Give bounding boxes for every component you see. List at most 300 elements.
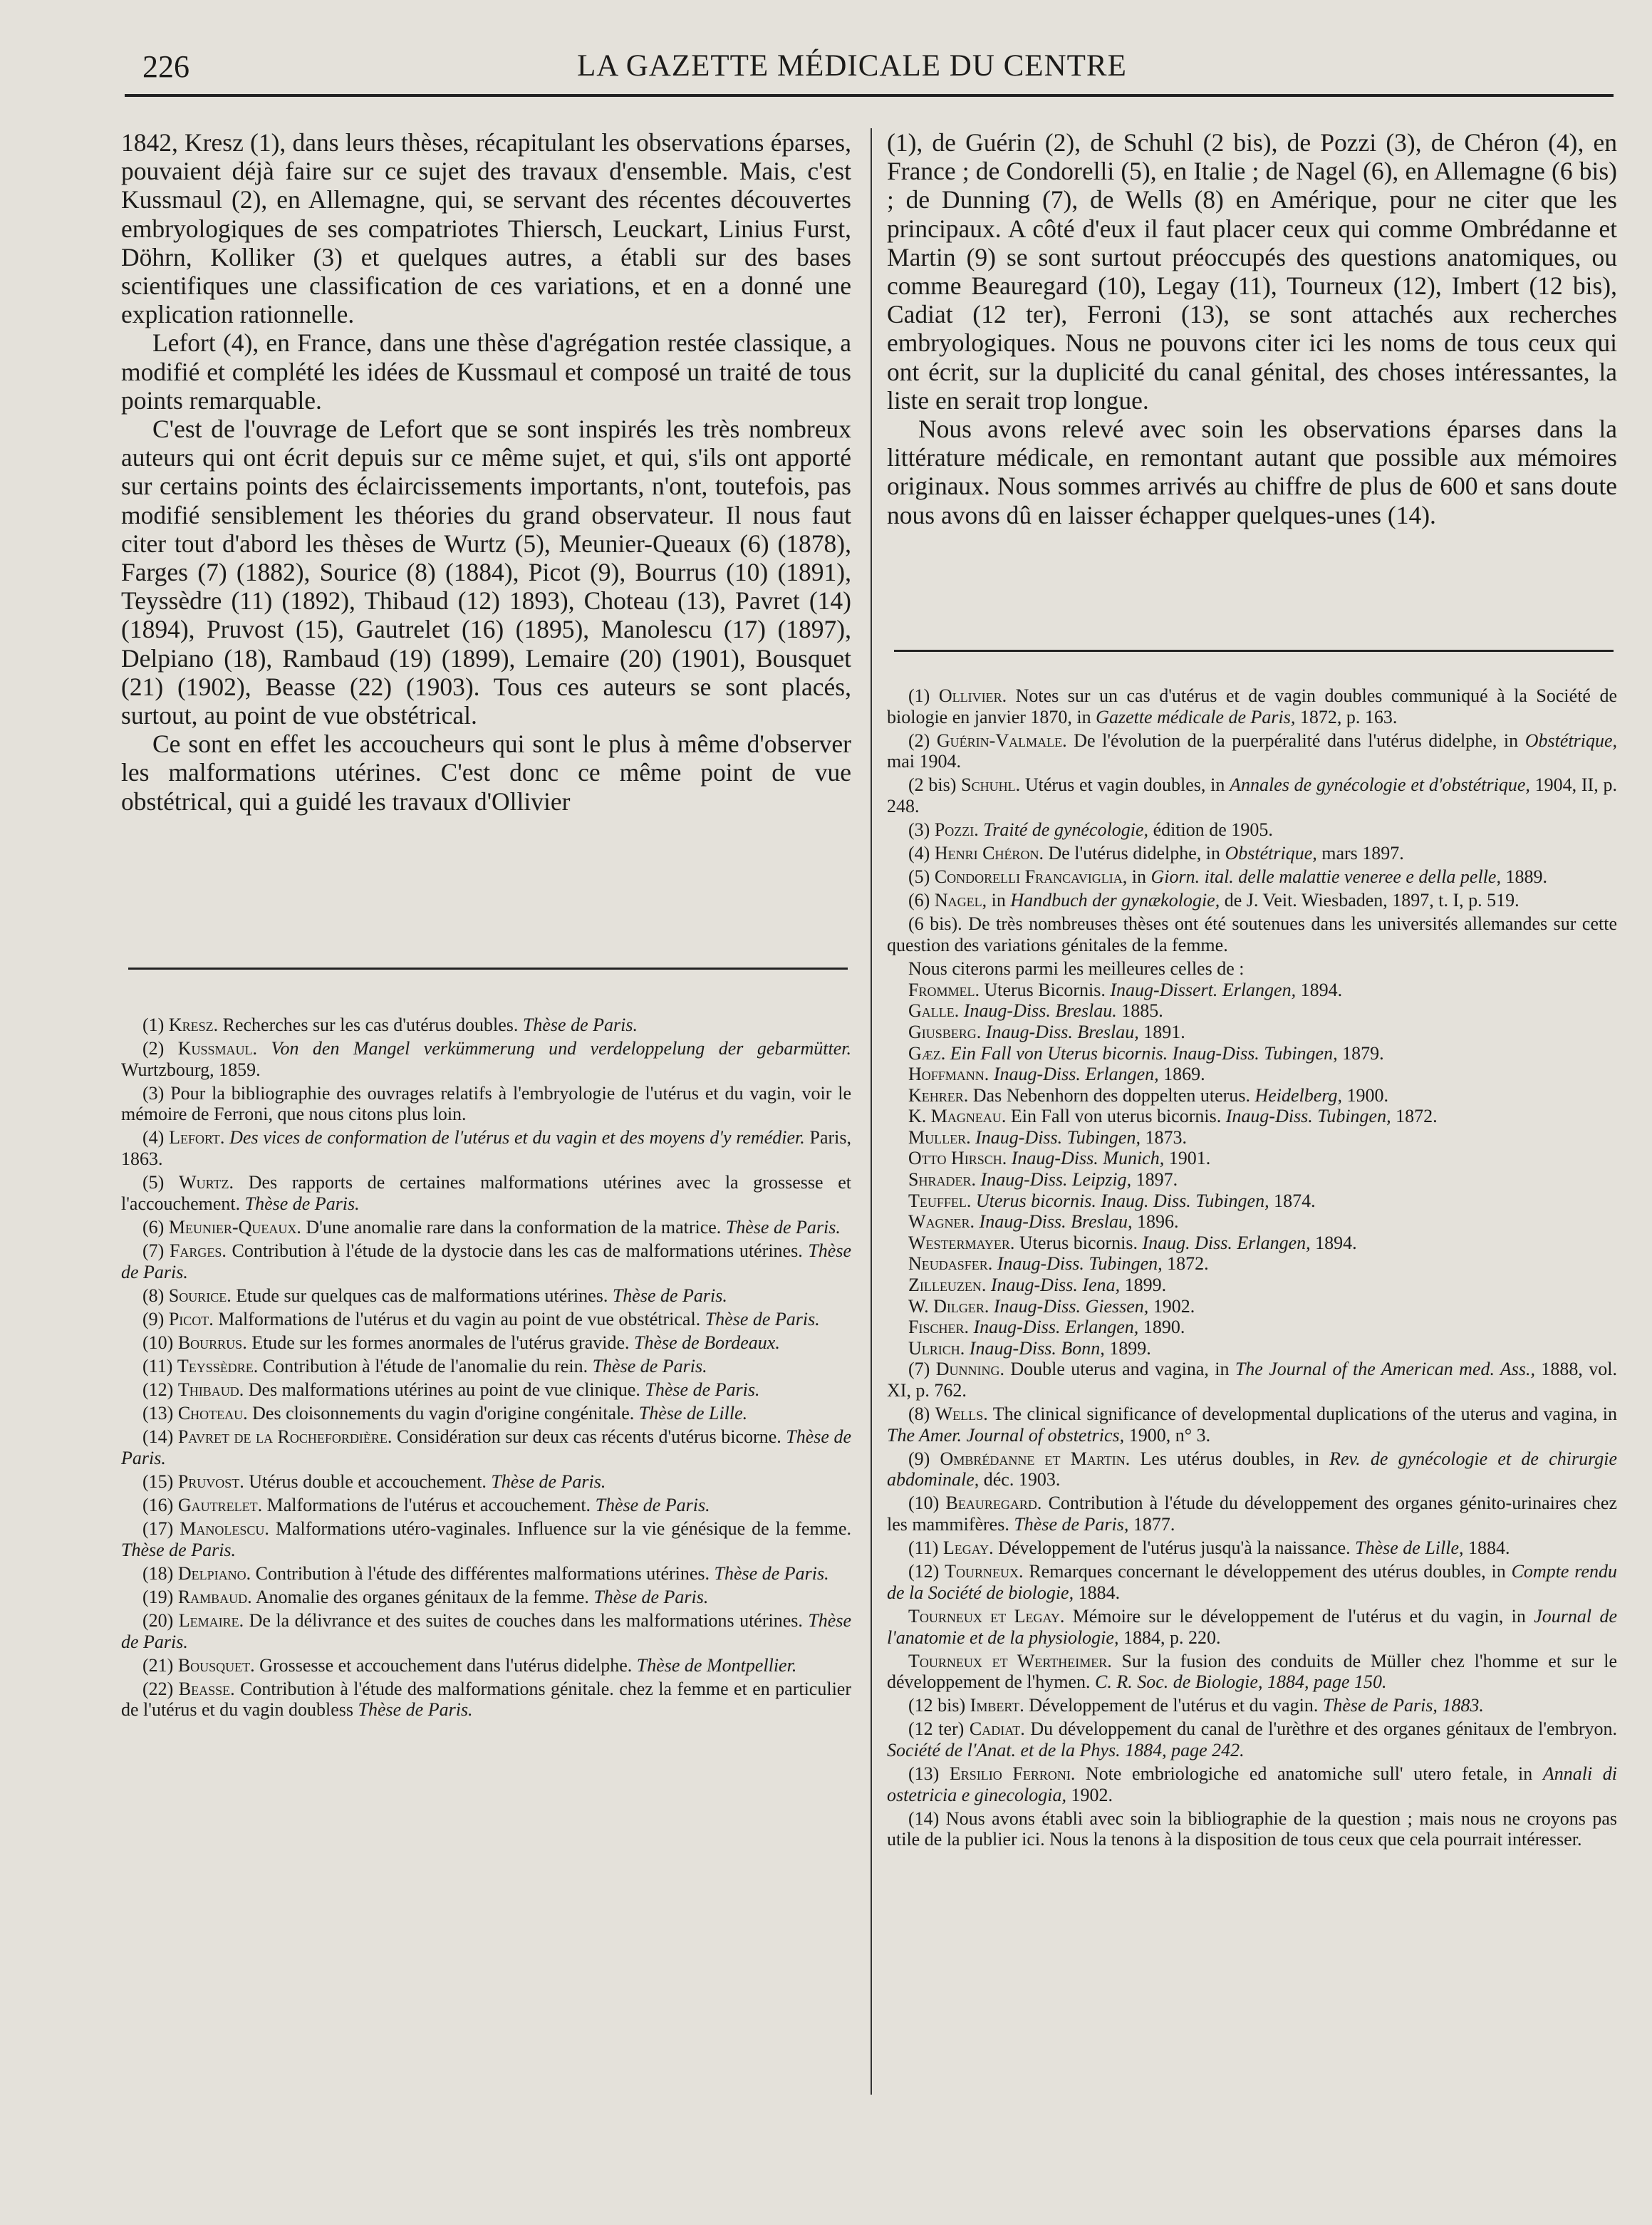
footnote (887, 890, 1617, 911)
footnote-author: Schuhl. (961, 774, 1021, 796)
footnote-title: Thèse de Paris. (593, 1586, 709, 1607)
footnote-author: W. Dilger. (908, 1295, 989, 1317)
footnote-text: 1885. (1116, 1000, 1163, 1022)
footnote-number: (20) (142, 1609, 179, 1631)
footnote-title: Thèse de Paris. (358, 1699, 473, 1721)
footnote-text: Utérus double et accouchement. (244, 1471, 492, 1492)
footnote-number: (14) (908, 1808, 946, 1829)
footnote-author: Ersilio Ferroni. (949, 1763, 1076, 1785)
footnote (887, 913, 1617, 955)
footnote-number: (16) (142, 1494, 178, 1515)
footnote-text: Malformations de l'utérus et du vagin au point de vue obstétrical. (213, 1308, 705, 1329)
footnote-title: Gazette médicale de Paris, (1096, 706, 1296, 727)
footnote-number: (3) (142, 1082, 171, 1104)
footnote-author: Legay. (942, 1537, 994, 1559)
footnote (887, 1763, 1617, 1805)
footnote (887, 1338, 1617, 1359)
footnote-text: 1884, p. 220. (1118, 1627, 1221, 1648)
footnote-text: Pour la bibliographie des ouvrages relatifs à l'embryologie de l'utérus et du vagin, voir le mémoire de Ferroni, que nous citons plus loin. (121, 1082, 851, 1125)
footnote-text: 1899. (1104, 1337, 1151, 1359)
footnote-text: 1896. (1132, 1211, 1179, 1233)
footnote-title: Annales de gynécologie et d'obstétrique, (1230, 774, 1530, 796)
footnote (887, 1148, 1617, 1169)
footnote-title: Thèse de Lille, (1355, 1537, 1464, 1559)
footnote-text: Considération sur deux cas récents d'utérus bicorne. (392, 1426, 786, 1448)
paragraph: Lefort (4), en France, dans une thèse d'agrégation restée classique, a modifié et complété les idées de Kussmaul et composé un traité de tous points remarquable. (121, 328, 851, 415)
footnote-author: K. Magneau. (908, 1106, 1007, 1127)
footnote-number: (7) (142, 1240, 170, 1261)
footnote (887, 1651, 1617, 1693)
footnote-number: (2 bis) (908, 774, 962, 796)
footnote (887, 1718, 1617, 1760)
footnote-title: Thèse de Paris. (592, 1355, 707, 1376)
footnote-author: Kresz. (168, 1015, 219, 1035)
footnote-text: 1900. (1341, 1084, 1388, 1106)
footnote (887, 1448, 1617, 1490)
footnote (887, 1169, 1617, 1191)
footnote-number: (12) (908, 1561, 945, 1582)
footnote-author: Lefort. (169, 1127, 225, 1148)
footnote-text: de J. Veit. Wiesbaden, 1897, t. I, p. 519. (1220, 890, 1519, 911)
footnote-number: (7) (908, 1359, 936, 1380)
theses-intro: Nous citerons parmi les meilleures celles de : (908, 958, 1245, 980)
footnote (121, 1240, 851, 1282)
footnote-number: (12) (142, 1379, 178, 1400)
footnote-number: (22) (142, 1678, 179, 1699)
footnote-text: 1888, vol. XI, p. 762. (887, 1359, 1617, 1401)
footnote-author: Cadiat. (969, 1718, 1025, 1740)
footnote-author: Teyssèdre. (177, 1355, 259, 1376)
footnote-author: Kussmaul. (177, 1038, 258, 1059)
footnote-text: 1894. (1296, 979, 1343, 1000)
footnote-text: 1899. (1120, 1275, 1167, 1296)
footnote-title: Inaug. Diss. Erlangen, (1142, 1232, 1311, 1253)
footnote-number: (18) (142, 1562, 178, 1584)
footnote-title: Thèse de Lille. (638, 1403, 748, 1424)
footnote-author: Otto Hirsch. (908, 1148, 1007, 1169)
footnote-number: (9) (142, 1308, 169, 1329)
footnote-title: Thèse de Paris. (725, 1216, 841, 1238)
footnote-rule (894, 650, 1614, 652)
footnote-number: (4) (142, 1127, 170, 1148)
footnote-text: Nous avons établi avec soin la bibliographie de la question ; mais nous ne croyons pas utile de la publier ici. Nous la tenons à la disposition de tous ceux que cela pourrait intéresser. (887, 1808, 1617, 1850)
footnote-number: (6 bis). (908, 913, 969, 935)
footnote-title: Inaug-Diss. Tubingen, (1225, 1106, 1391, 1127)
footnote-title: Thèse de Bordeaux. (634, 1332, 780, 1353)
footnote-title: Thèse de Paris. (121, 1240, 852, 1282)
footnote-title: Uterus bicornis. Inaug. Diss. Tubingen, (975, 1190, 1269, 1211)
footnote-text: 1904, II, p. 248. (887, 774, 1617, 816)
footnote-text: in (1127, 866, 1151, 888)
footnote-author: Gæz. (908, 1042, 946, 1064)
footnote (887, 1275, 1617, 1296)
footnote-text: Développement de l'utérus jusqu'à la naissance. (993, 1537, 1356, 1559)
footnote-text: Sur la fusion des conduits de Müller chez l'homme et sur le développement de l'hymen. (887, 1650, 1617, 1693)
footnote-text: 1890. (1138, 1317, 1185, 1338)
footnote-title: Handbuch der gynækologie, (1010, 890, 1220, 911)
footnote-text: Grossesse et accouchement dans l'utérus didelphe. (254, 1654, 637, 1676)
footnote-text: Contribution à l'étude du développement des organes génito-urinaires chez les mammifères. (887, 1493, 1617, 1535)
footnote-text: 1869. (1158, 1064, 1205, 1085)
footnote-author: Tourneux et Legay. (908, 1605, 1065, 1627)
footnote-text: 1902. (1066, 1784, 1113, 1805)
footnote-author: Tourneux et Wertheimer. (908, 1650, 1112, 1671)
footnote-author: Delpiano. (177, 1562, 251, 1584)
footnote-title: Annali di ostetricia e ginecologia, (887, 1763, 1617, 1805)
footnote (121, 1285, 851, 1307)
footnote-text: 1884. (1074, 1582, 1121, 1603)
footnote-title: Rev. de gynécologie et de chirurgie abdominale, (887, 1448, 1617, 1490)
footnote (887, 1022, 1617, 1043)
footnote-text: Des rapports de certaines malformations utérines avec la grossesse et l'accouchement. (121, 1172, 851, 1214)
footnote-title: Obstétrique, (1524, 730, 1617, 751)
footnote (887, 1064, 1617, 1085)
footnote-title: Thèse de Paris. (595, 1494, 710, 1515)
paragraph: Nous avons relevé avec soin les observations éparses dans la littérature médicale, en remontant autant que possible aux mémoires originaux. Nous sommes arrivés au chiffre de plus de 600 et sans doute nous avons dû en laisser échapper quelques-unes (14). (887, 415, 1617, 529)
footnote-author: Muller. (908, 1126, 971, 1148)
footnote-text: Du développement du canal de l'urèthre et des organes génitaux de l'embryon. (1024, 1718, 1617, 1740)
footnote-number: (2) (142, 1038, 178, 1059)
footnote-title: Inaug-Diss. Erlangen, (993, 1064, 1159, 1085)
footnote-title: Inaug-Diss. Bonn, (969, 1337, 1105, 1359)
right-body (887, 128, 1617, 529)
footnote-number: (13) (908, 1763, 950, 1785)
footnote-number: (9) (908, 1448, 940, 1469)
footnote-author: Fischer. (908, 1317, 969, 1338)
footnote (887, 980, 1617, 1001)
footnote-author: Frommel. (908, 979, 980, 1000)
footnote-text: mars 1897. (1316, 843, 1404, 864)
footnote-text: 1872. (1391, 1106, 1438, 1127)
footnote (121, 1426, 851, 1468)
footnote (887, 1211, 1617, 1233)
footnote-text: Ein Fall von uterus bicornis. (1006, 1106, 1226, 1127)
footnote-author: Hoffmann. (908, 1064, 989, 1085)
footnote-text: The clinical significance of developmental duplications of the uterus and vagina, in (987, 1404, 1617, 1425)
footnote (121, 1655, 851, 1676)
footnote (887, 774, 1617, 816)
footnote-title: Giorn. ital. delle malattie veneree e della pelle, (1150, 866, 1501, 888)
footnote-author: Teuffel. (908, 1190, 972, 1211)
footnote-author: Lemaire. (178, 1609, 244, 1631)
footnote-text: De l'utérus didelphe, in (1043, 843, 1225, 864)
footnote-title: Thèse de Paris. (491, 1471, 606, 1492)
footnote (887, 1493, 1617, 1535)
footnote (887, 1808, 1617, 1850)
footnote-text: 1901. (1164, 1148, 1211, 1169)
footnote-title: Heidelberg, (1254, 1084, 1342, 1106)
footnote-text: 1872, p. 163. (1295, 706, 1398, 727)
footnote (121, 1217, 851, 1238)
footnote-author: Ulrich. (908, 1337, 965, 1359)
footnote (887, 1233, 1617, 1254)
footnote-author: Guérin-Valmale. (936, 730, 1067, 751)
footnote (887, 1404, 1617, 1446)
footnote-text: 1879. (1337, 1042, 1384, 1064)
footnote-author: Sourice. (168, 1285, 232, 1306)
footnote-text: Recherches sur les cas d'utérus doubles. (218, 1015, 523, 1035)
journal-title: LA GAZETTE MÉDICALE DU CENTRE (577, 49, 1127, 83)
footnote-text: Das Nebenhorn des doppelten uterus. (968, 1084, 1255, 1106)
paragraph: (1), de Guérin (2), de Schuhl (2 bis), de Pozzi (3), de Chéron (4), en France ; de Condorelli (5), en Italie ; de Nagel (6), en Allemagne (6 bis) ; de Dunning (7), de Wells (8) en Amérique, pour ne citer que les principaux. A côté d'eux il faut placer ceux qui comme Ombrédanne et Martin (9) se sont surtout préoccupés des questions anatomiques, ou comme Beauregard (10), Legay (11), Tourneux (12), Imbert (12 bis), Cadiat (12 ter), Ferroni (13), se sont attachés aux recherches embryologiques. Nous ne pouvons citer ici les noms de tous ceux qui ont écrit, sur la duplicité du canal génital, des choses intéressantes, la liste en serait trop longue. (887, 128, 1617, 415)
footnote-number: (8) (142, 1285, 169, 1306)
footnote-title: Thèse de Paris, 1883. (1322, 1695, 1484, 1716)
footnote-author: Manolescu. (180, 1518, 269, 1540)
footnote-title: Ein Fall von Uterus bicornis. Inaug-Diss. Tubingen, (950, 1042, 1338, 1064)
footnote (121, 1038, 851, 1080)
footnote-number: (5) (908, 866, 935, 888)
footnote-text: Remarques concernant le développement des utérus doubles, in (1023, 1561, 1512, 1582)
footnote-number: (17) (142, 1518, 180, 1540)
footnote-author: Nagel, (934, 890, 987, 911)
footnote-title: Thèse de Paris. (714, 1562, 829, 1584)
footnote-text: Contribution à l'étude des différentes malformations utérines. (251, 1562, 715, 1584)
footnote-title: The Journal of the American med. Ass., (1235, 1359, 1535, 1380)
footnote-title: Inaug-Diss. Erlangen, (973, 1317, 1139, 1338)
footnote-title: Inaug-Diss. Munich, (1011, 1148, 1165, 1169)
footnote-text: Malformations de l'utérus et accouchement. (262, 1494, 596, 1515)
footnote-author: Galle. (908, 1000, 960, 1022)
footnote-author: Imbert. (970, 1695, 1024, 1716)
footnote-text: 1891. (1138, 1021, 1185, 1042)
footnote-rule (128, 968, 848, 970)
footnote-title: Thèse de Paris. (612, 1285, 727, 1306)
footnote (887, 730, 1617, 772)
footnote-author: Farges. (169, 1240, 227, 1261)
footnote-text: Des malformations utérines au point de vue clinique. (244, 1379, 645, 1400)
footnote (887, 1296, 1617, 1317)
header-rule (125, 94, 1614, 97)
footnote (887, 1253, 1617, 1275)
footnote-author: Dunning. (935, 1359, 1004, 1380)
footnote (887, 819, 1617, 841)
footnote-title: Obstétrique, (1225, 843, 1317, 864)
footnote (121, 1127, 851, 1169)
footnote-number: (21) (142, 1654, 178, 1676)
footnote (887, 1000, 1617, 1022)
footnote-text: in (987, 890, 1011, 911)
footnote-text: 1897. (1131, 1169, 1178, 1191)
footnote-author: Pozzi. (934, 819, 979, 841)
footnote (121, 1495, 851, 1516)
footnote-number: (2) (908, 730, 937, 751)
footnote-title: Thèse de Montpellier. (636, 1654, 797, 1676)
footnote-author: Choteau. (177, 1403, 248, 1424)
footnote-author: Beauregard. (945, 1493, 1042, 1514)
footnote-text: De la délivrance et des suites de couches dans les malformations utérines. (244, 1609, 809, 1631)
footnote-text: 1902. (1148, 1295, 1195, 1317)
footnote-title: Inaug-Diss. Breslau. (963, 1000, 1117, 1022)
footnote (121, 1172, 851, 1214)
left-footnotes (121, 1015, 851, 1723)
footnote-title: Inaug-Diss. Iena, (990, 1275, 1121, 1296)
footnote-title: Inaug-Dissert. Erlangen, (1110, 979, 1297, 1000)
footnote (887, 1695, 1617, 1716)
footnote-text: Malformations utéro-vaginales. Influence sur la vie génésique de la femme. (269, 1518, 851, 1540)
footnote (887, 866, 1617, 888)
footnote-number: (5) (142, 1172, 180, 1193)
footnote-number: (6) (908, 890, 935, 911)
footnote-text: De très nombreuses thèses ont été soutenues dans les universités allemandes sur cette question des variations génitales de la femme. (887, 913, 1617, 956)
footnote-text: Note embriologiche ed anatomiche sull' utero fetale, in (1075, 1763, 1543, 1785)
footnote (887, 1561, 1617, 1603)
footnote-text: Contribution à l'étude de l'anomalie du rein. (258, 1355, 593, 1376)
footnote-author: Beasse. (178, 1678, 235, 1699)
paragraph: 1842, Kresz (1), dans leurs thèses, récapitulant les observations éparses, pouvaient déjà faire sur ce sujet des travaux d'ensemble. Mais, c'est Kussmaul (2), en Allemagne, qui, se servant des récentes découvertes embryologiques de ses compatriotes Thiersch, Leuckart, Linius Furst, Döhrn, Kolliker (3) et quelques autres, a établi sur des bases scientifiques une classification de ces variations, et en a donné une explication rationnelle. (121, 128, 851, 329)
footnote-author: Gautrelet. (177, 1494, 263, 1515)
footnote (887, 685, 1617, 727)
page-number: 226 (142, 49, 189, 84)
footnote-title: Von den Mangel verkümmerung und verdeloppelung der gebarmütter. (257, 1038, 851, 1059)
footnote-text: De l'évolution de la puerpéralité dans l'utérus didelphe, in (1066, 730, 1525, 751)
footnote-text: Wurtzbourg, 1859. (121, 1059, 261, 1080)
footnote-number: (4) (908, 843, 935, 864)
footnote-title: Inaug-Diss. Giessen, (993, 1295, 1149, 1317)
footnote (887, 1085, 1617, 1106)
footnote-author: Meunier-Queaux. (168, 1216, 301, 1238)
footnote-text: Contribution à l'étude de la dystocie dans les cas de malformations utérines. (226, 1240, 809, 1261)
footnote-author: Neudasfer. (908, 1253, 993, 1275)
footnote-text: Mémoire sur le développement de l'utérus et du vagin, in (1064, 1605, 1534, 1627)
footnote-title: Thèse de Paris. (121, 1426, 851, 1468)
footnote (121, 1610, 851, 1652)
footnote-number: (13) (142, 1403, 178, 1424)
footnote-text: Anomalie des organes génitaux de la femme. (251, 1586, 594, 1607)
footnote-title: Inaug-Diss. Leipzig, (980, 1169, 1132, 1191)
footnote (121, 1379, 851, 1401)
footnote-title: Thèse de Paris. (522, 1015, 638, 1035)
footnote-number: (19) (142, 1586, 178, 1607)
footnote-text: D'une anomalie rare dans la conformation de la matrice. (301, 1216, 726, 1238)
footnote-title: Inaug-Diss. Breslau, (985, 1021, 1139, 1042)
footnote-text: Etude sur les formes anormales de l'utérus gravide. (246, 1332, 634, 1353)
footnote (121, 1563, 851, 1585)
footnote-title: Inaug-Diss. Breslau, (979, 1211, 1133, 1233)
footnote-author: Henri Chéron. (934, 843, 1044, 864)
footnote-text: 1900, n° 3. (1124, 1424, 1211, 1446)
footnote (887, 1606, 1617, 1648)
footnote-text: Développement de l'utérus et du vagin. (1024, 1695, 1323, 1716)
footnote-text: Des cloisonnements du vagin d'origine congénitale. (247, 1403, 639, 1424)
footnote (121, 1679, 851, 1721)
footnote-title: Journal de l'anatomie et de la physiologie, (887, 1605, 1618, 1648)
footnote (121, 1518, 851, 1560)
footnote (121, 1587, 851, 1608)
footnote (887, 843, 1617, 864)
footnote-title: Société de l'Anat. et de la Phys. 1884, page 242. (887, 1740, 1245, 1760)
footnote-text: Paris, 1863. (121, 1127, 851, 1170)
left-body (121, 128, 851, 816)
footnote-number: (10) (908, 1493, 946, 1514)
footnote (121, 1332, 851, 1354)
footnote (121, 1403, 851, 1424)
footnote-title: Thèse de Paris. (121, 1539, 237, 1560)
column-divider (871, 128, 872, 2095)
footnote-title: Compte rendu de la Société de biologie, (887, 1561, 1617, 1603)
footnote-text: Utérus et vagin doubles, in (1020, 774, 1230, 796)
footnote-text: Etude sur quelques cas de malformations utérines. (231, 1285, 613, 1306)
footnote-text: 1874. (1269, 1190, 1316, 1211)
footnote-author: Giusberg. (908, 1021, 982, 1042)
footnote-text: Uterus bicornis. (1014, 1232, 1143, 1253)
footnote (887, 1359, 1617, 1401)
footnote-title: Inaug-Diss. Tubingen, (975, 1126, 1141, 1148)
footnote (121, 1083, 851, 1125)
footnote-author: Ollivier. (938, 685, 1007, 706)
footnote-author: Kehrer. (908, 1084, 969, 1106)
footnote-author: Zilleuzen. (908, 1275, 987, 1296)
footnote-number: (3) (908, 819, 935, 841)
footnote-title: C. R. Soc. de Biologie, 1884, page 150. (1095, 1671, 1387, 1693)
footnote-text: déc. 1903. (979, 1469, 1061, 1490)
footnote-title: Inaug-Diss. Tubingen, (997, 1253, 1163, 1275)
footnote-author: Picot. (168, 1308, 214, 1329)
footnote-text: Contribution à l'étude des malformations génitale. chez la femme et en particulier de l'utérus et du vagin doubless (121, 1678, 851, 1721)
footnote (887, 1127, 1617, 1148)
footnote-number: (12 bis) (908, 1695, 970, 1716)
footnote-title: Thèse de Paris. (705, 1308, 820, 1329)
footnote (121, 1471, 851, 1493)
footnote (887, 1106, 1617, 1127)
footnote-text: édition de 1905. (1148, 819, 1273, 841)
right-footnotes (887, 685, 1617, 1852)
footnote-author: Wurtz. (179, 1172, 234, 1193)
footnote-text: 1889. (1500, 866, 1547, 888)
footnote-author: Rambaud. (177, 1586, 252, 1607)
footnote (121, 1356, 851, 1377)
footnote (887, 1537, 1617, 1559)
footnote-text: 1894. (1310, 1232, 1357, 1253)
footnote-number: (14) (142, 1426, 178, 1448)
footnote-text: Double uterus and vagina, in (1004, 1359, 1235, 1380)
footnote-author: Pruvost. (177, 1471, 244, 1492)
footnote-title: Thèse de Paris. (645, 1379, 760, 1400)
footnote-author: Thibaud. (177, 1379, 244, 1400)
footnote-number: (8) (908, 1404, 935, 1425)
footnote (887, 1191, 1617, 1212)
footnote-title: Thèse de Paris. (244, 1193, 360, 1214)
footnote-text: Uterus Bicornis. (979, 979, 1111, 1000)
footnote-number: (11) (908, 1537, 943, 1559)
footnote-number: (10) (142, 1332, 178, 1353)
footnote-title: Thèse de Paris. (121, 1609, 851, 1652)
footnote-author: Ombrédanne et Martin. (940, 1448, 1131, 1469)
footnote-author: Bourrus. (177, 1332, 247, 1353)
footnote-text: 1872. (1162, 1253, 1209, 1275)
footnote-author: Wagner. (908, 1211, 975, 1233)
footnote (887, 1043, 1617, 1064)
footnote-author: Pavret de la Rochefordière. (177, 1426, 393, 1448)
footnote-title: Thèse de Paris, (1014, 1514, 1129, 1535)
footnote (121, 1309, 851, 1330)
footnote-author: Tourneux. (945, 1561, 1024, 1582)
footnote-title: Traité de gynécologie, (983, 819, 1149, 841)
paragraph: Ce sont en effet les accoucheurs qui sont le plus à même d'observer les malformations utérines. C'est donc ce même point de vue obstétrical, qui a guidé les travaux d'Ollivier (121, 730, 851, 816)
footnote (121, 1015, 851, 1036)
footnote-author: Shrader. (908, 1169, 976, 1191)
footnote-author: Bousquet. (177, 1654, 255, 1676)
footnote-number: (15) (142, 1471, 178, 1492)
footnote-text: mai 1904. (887, 751, 961, 772)
footnote-number: (1) (142, 1015, 169, 1035)
footnote-title: The Amer. Journal of obstetrics, (887, 1424, 1125, 1446)
footnote-number: (12 ter) (908, 1718, 970, 1740)
footnote-number: (6) (142, 1216, 169, 1238)
paragraph: C'est de l'ouvrage de Lefort que se sont inspirés les très nombreux auteurs qui ont écrit depuis sur ce même sujet, et qui, s'ils ont apporté sur certains points des éclaircissements importants, n'ont, toutefois, pas modifié sensiblement les théories du grand observateur. Il nous faut citer tout d'abord les thèses de Wurtz (5), Meunier-Queaux (6) (1878), Farges (7) (1882), Sourice (8) (1884), Picot (9), Bourrus (10) (1891), Teyssèdre (11) (1892), Thibaud (12) 1893), Choteau (13), Pavret (14)(1894), Pruvost (15), Gautrelet (16) (1895), Manolescu (17) (1897), Delpiano (18), Rambaud (19) (1899), Lemaire (20) (1901), Bousquet (21) (1902), Beasse (22) (1903). Tous ces auteurs se sont placés, surtout, au point de vue obstétrical. (121, 415, 851, 730)
footnote-text: Notes sur un cas d'utérus et de vagin doubles communiqué à la Société de biologie en janvier 1870, in (887, 685, 1617, 727)
footnote-text: 1877. (1128, 1514, 1175, 1535)
footnote-author: Wells. (935, 1404, 988, 1425)
